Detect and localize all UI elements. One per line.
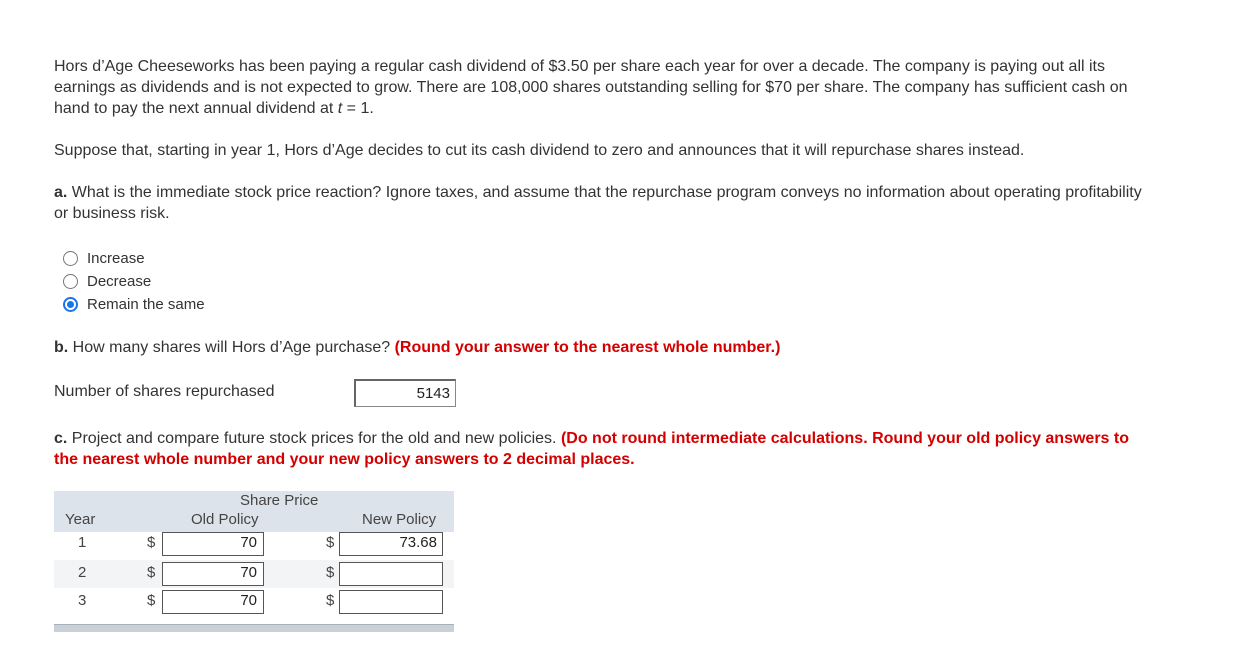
question-a-text: What is the immediate stock price reaction? Ignore taxes, and assume that the repurchase program conveys no information about operating profitability — [67, 184, 1142, 201]
question-c-instruction-2: the nearest whole number and your new policy answers to 2 decimal places. — [54, 451, 635, 468]
currency-symbol: $ — [147, 564, 156, 581]
group-header-share-price: Share Price — [240, 492, 319, 509]
intro-line-1: Hors d’Age Cheeseworks has been paying a regular cash dividend of $3.50 per share each year for over a decade. The company is paying out all its — [54, 58, 1105, 75]
new-policy-input[interactable]: 73.68 — [339, 532, 443, 556]
question-b — [54, 337, 780, 358]
option-decrease[interactable] — [63, 270, 205, 293]
problem-scenario: Suppose that, starting in year 1, Hors d’Age decides to cut its cash dividend to zero and announces that it will repurchase shares instead. — [54, 142, 1025, 159]
currency-symbol: $ — [326, 592, 335, 609]
option-label: Increase — [87, 250, 145, 267]
table-row — [54, 560, 454, 588]
table-row — [54, 532, 454, 560]
table-row — [54, 588, 454, 616]
radio-button[interactable] — [63, 251, 78, 266]
question-a — [54, 182, 1142, 224]
radio-button-selected[interactable] — [63, 297, 78, 312]
radio-button[interactable] — [63, 274, 78, 289]
problem-intro — [54, 56, 1128, 119]
question-a-marker: a. — [54, 184, 68, 201]
option-label: Decrease — [87, 273, 152, 290]
option-increase[interactable] — [63, 247, 205, 270]
question-c — [54, 428, 1129, 470]
share-price-table — [54, 491, 454, 632]
currency-symbol: $ — [147, 592, 156, 609]
question-c-instruction: (Do not round intermediate calculations. Round your old policy answers to — [560, 430, 1129, 447]
answer-a-options — [63, 247, 205, 316]
question-a-text-2: or business risk. — [54, 205, 170, 222]
shares-repurchased-input[interactable]: 5143 — [354, 379, 456, 407]
intro-line-3: hand to pay the next annual dividend at t = 1. — [54, 100, 374, 117]
old-policy-input[interactable]: 70 — [162, 532, 264, 556]
table-footer — [54, 624, 454, 632]
new-policy-input[interactable] — [339, 562, 443, 586]
old-policy-input[interactable]: 70 — [162, 562, 264, 586]
col-header-year: Year — [65, 511, 96, 528]
currency-symbol: $ — [326, 564, 335, 581]
shares-repurchased-label: Number of shares repurchased — [54, 383, 275, 400]
intro-line-2: earnings as dividends and is not expected to grow. There are 108,000 shares outstanding selling for $70 per share. The company has sufficient cash on — [54, 79, 1128, 96]
question-b-text: How many shares will Hors d’Age purchase? — [68, 339, 395, 356]
currency-symbol: $ — [326, 534, 335, 551]
year-cell: 3 — [78, 592, 87, 609]
col-header-old-policy: Old Policy — [191, 511, 259, 528]
table-header — [54, 491, 454, 532]
new-policy-input[interactable] — [339, 590, 443, 614]
question-b-marker: b. — [54, 339, 69, 356]
question-c-marker: c. — [54, 430, 68, 447]
old-policy-input[interactable]: 70 — [162, 590, 264, 614]
question-b-instruction: (Round your answer to the nearest whole number.) — [394, 339, 781, 356]
year-cell: 1 — [78, 534, 87, 551]
col-header-new-policy: New Policy — [362, 511, 437, 528]
question-c-text: Project and compare future stock prices for the old and new policies. — [67, 430, 561, 447]
option-remain-same[interactable] — [63, 293, 205, 316]
option-label: Remain the same — [87, 296, 205, 313]
year-cell: 2 — [78, 564, 87, 581]
currency-symbol: $ — [147, 534, 156, 551]
